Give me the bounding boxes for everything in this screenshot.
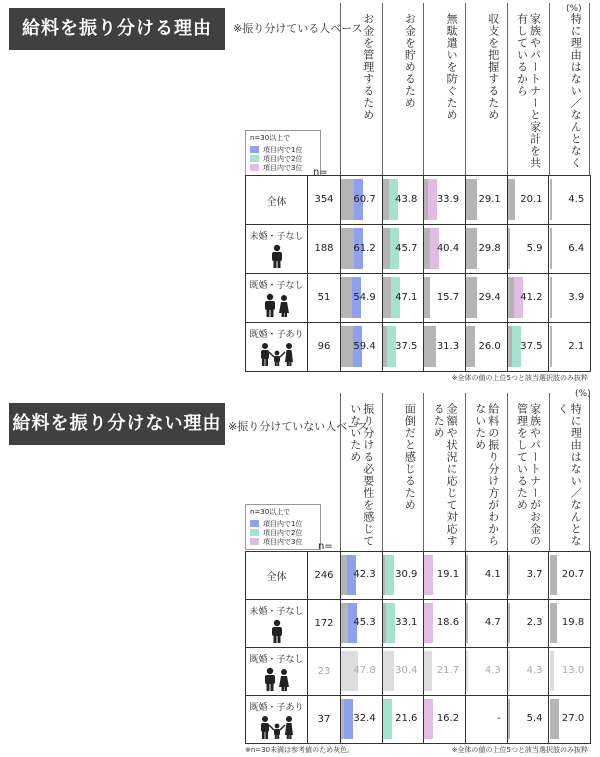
value-bar: [550, 603, 557, 643]
row-n: 37: [308, 696, 341, 744]
column-header-label: お金を貯めるため: [403, 13, 417, 109]
single-person-icon: [269, 619, 285, 643]
column-header-label: お金を管理するため: [361, 13, 375, 121]
row-label-cell: [246, 600, 308, 648]
column-header: [340, 393, 382, 551]
column-header: [423, 3, 465, 175]
value-cell: [508, 552, 550, 600]
value-label: 5.4: [526, 713, 543, 724]
value-label: 43.8: [395, 193, 418, 205]
value-cell: [550, 225, 592, 274]
value-cell: [424, 176, 466, 225]
value-bar: [550, 277, 552, 318]
column-header: [507, 393, 549, 551]
value-cell: [424, 600, 466, 648]
value-cell: [383, 176, 425, 225]
value-cell: [383, 323, 425, 372]
column-header-label: 金額や状況に応じて対応するため: [432, 403, 459, 547]
value-label: 5.9: [526, 242, 543, 254]
value-cell: [550, 648, 592, 696]
couple-icon: [262, 293, 292, 317]
value-label: 37.5: [395, 340, 418, 352]
value-cell: [424, 225, 466, 274]
value-cell: [341, 600, 383, 648]
value-cell: [550, 600, 592, 648]
value-cell: [550, 176, 592, 225]
row-n: 246: [308, 552, 341, 600]
value-label: -: [497, 713, 501, 724]
legend-label: 項目内で3位: [263, 537, 303, 546]
legend-swatch: [250, 538, 259, 545]
value-cell: [383, 274, 425, 323]
data-table: [245, 175, 591, 372]
value-label: 2.3: [526, 617, 543, 628]
rank-highlight: [424, 603, 433, 643]
value-label: 31.3: [436, 340, 460, 352]
value-label: 32.4: [353, 713, 376, 724]
value-label: 45.3: [353, 617, 376, 628]
family-icon: [259, 715, 295, 739]
value-cell: [383, 648, 425, 696]
value-bar: [424, 651, 432, 691]
data-table: [245, 551, 591, 744]
value-cell: [466, 323, 508, 372]
rank-highlight: [424, 555, 433, 595]
table-row: [246, 225, 591, 274]
column-header: [549, 3, 591, 175]
value-label: 16.2: [436, 713, 460, 724]
family-icon: [259, 342, 295, 366]
value-label: 15.7: [436, 291, 460, 303]
legend: [245, 130, 321, 176]
legend-swatch: [250, 146, 259, 153]
value-bar: [466, 179, 476, 220]
n-header: n=: [313, 167, 328, 178]
table-row: [246, 696, 591, 744]
value-bar: [466, 651, 468, 691]
value-cell: [466, 552, 508, 600]
rank-highlight: [428, 179, 437, 220]
percent-unit-label: (%): [575, 389, 591, 399]
value-label: 37.5: [520, 340, 543, 352]
value-bar: [550, 699, 560, 739]
value-cell: [341, 225, 383, 274]
column-header-label: 収支を把握するため: [486, 13, 500, 121]
value-cell: [341, 323, 383, 372]
value-label: 20.7: [561, 569, 585, 580]
column-header-label: 無駄遣いを防ぐため: [445, 13, 459, 121]
table-row: [246, 176, 591, 225]
legend-label: 項目内で2位: [263, 528, 303, 537]
value-bar: [550, 555, 557, 595]
n-header: n=: [318, 541, 333, 552]
row-n: 172: [308, 600, 341, 648]
value-label: 18.6: [436, 617, 460, 628]
rank-highlight: [383, 699, 392, 739]
legend-swatch: [250, 155, 259, 162]
value-bar: [466, 603, 468, 643]
value-cell: [466, 696, 508, 744]
legend-label: 項目内で1位: [263, 145, 303, 154]
column-header-label: 面倒だと感じるため: [403, 403, 417, 511]
single-person-icon: [269, 244, 285, 268]
row-n: 188: [308, 225, 341, 274]
footnote: ※全体の値の上位5つと該当選択肢のみ抜粋: [451, 374, 588, 382]
value-cell: [550, 552, 592, 600]
value-cell: [508, 696, 550, 744]
column-header: [549, 393, 591, 551]
table-row: [246, 552, 591, 600]
row-label: 既婚・子なし: [249, 655, 304, 665]
table-row: [246, 274, 591, 323]
value-bar: [508, 555, 510, 595]
value-cell: [424, 274, 466, 323]
section-title: 給料を振り分けない理由: [9, 403, 225, 445]
value-label: 4.5: [568, 193, 585, 205]
column-header-label: 特に理由はない／なんとなく: [556, 403, 583, 547]
base-note: ※振り分けていない人ベース: [228, 420, 369, 433]
column-header-label: 家族やパートナーと家計を共有しているから: [515, 13, 542, 169]
value-bar: [508, 651, 510, 691]
legend-item: [250, 537, 316, 546]
row-label: 未婚・子なし: [249, 232, 304, 242]
row-label-cell: [246, 323, 308, 372]
value-cell: [466, 274, 508, 323]
footnote: ※n=30未満は参考値のため灰色。: [245, 746, 355, 754]
value-cell: [466, 176, 508, 225]
value-cell: [508, 176, 550, 225]
value-cell: [383, 225, 425, 274]
value-label: 47.1: [395, 291, 418, 303]
value-label: 13.0: [561, 665, 585, 676]
value-label: 47.8: [353, 665, 376, 676]
value-cell: [341, 552, 383, 600]
row-label-cell: [246, 225, 308, 274]
rank-highlight: [424, 699, 433, 739]
value-label: 4.3: [484, 665, 501, 676]
value-label: 30.9: [395, 569, 418, 580]
value-label: 4.1: [484, 569, 501, 580]
value-label: 60.7: [353, 193, 376, 205]
column-header-label: 振り分ける必要性を感じていないため: [348, 403, 375, 547]
value-label: 21.6: [395, 713, 418, 724]
couple-icon: [262, 667, 292, 691]
value-cell: [508, 648, 550, 696]
value-cell: [466, 600, 508, 648]
row-n: 354: [308, 176, 341, 225]
value-bar: [383, 651, 394, 691]
value-cell: [550, 274, 592, 323]
footnote: ※全体の値の上位5つと該当選択肢のみ抜粋: [451, 746, 588, 754]
value-label: 61.2: [353, 242, 376, 254]
value-cell: [341, 648, 383, 696]
row-label-cell: [246, 552, 308, 600]
value-label: 19.1: [436, 569, 460, 580]
value-cell: [424, 323, 466, 372]
value-cell: [466, 648, 508, 696]
column-header: [507, 3, 549, 175]
value-bar: [550, 651, 555, 691]
value-bar: [550, 179, 552, 220]
value-cell: [508, 600, 550, 648]
value-label: 33.1: [395, 617, 418, 628]
rank-highlight: [386, 603, 395, 643]
value-label: 19.8: [561, 617, 585, 628]
table-row: [246, 323, 591, 372]
legend: [245, 504, 321, 550]
value-bar: [466, 326, 475, 367]
value-label: 29.1: [478, 193, 501, 205]
value-cell: [341, 176, 383, 225]
value-label: 42.3: [353, 569, 376, 580]
row-label: 既婚・子なし: [249, 281, 304, 291]
row-n: 23: [308, 648, 341, 696]
percent-unit-label: (%): [566, 4, 582, 14]
legend-swatch: [250, 164, 259, 171]
row-label: 既婚・子あり: [249, 703, 304, 713]
value-bar: [424, 277, 430, 318]
value-bar: [466, 228, 477, 269]
row-label-cell: [246, 176, 308, 225]
value-label: 26.0: [478, 340, 501, 352]
value-cell: [508, 323, 550, 372]
value-cell: [424, 696, 466, 744]
row-n: 96: [308, 323, 341, 372]
value-label: 2.1: [568, 340, 585, 352]
row-label-cell: [246, 648, 308, 696]
value-bar: [508, 179, 515, 220]
value-label: 27.0: [561, 713, 585, 724]
rank-highlight: [344, 699, 353, 739]
value-bar: [508, 228, 510, 269]
table-row: [246, 648, 591, 696]
value-label: 3.9: [568, 291, 585, 303]
value-bar: [508, 603, 510, 643]
value-bar: [550, 228, 552, 269]
row-label: 全体: [266, 196, 287, 208]
value-cell: [341, 274, 383, 323]
value-label: 21.7: [436, 665, 460, 676]
value-bar: [466, 555, 468, 595]
row-n: 51: [308, 274, 341, 323]
column-header-label: 家族やパートナーがお金の管理をしているため: [515, 403, 542, 547]
value-label: 20.1: [520, 193, 543, 205]
row-label-cell: [246, 274, 308, 323]
value-label: 40.4: [436, 242, 460, 254]
value-cell: [550, 323, 592, 372]
value-label: 33.9: [436, 193, 460, 205]
value-cell: [383, 600, 425, 648]
section-title: 給料を振り分ける理由: [9, 8, 225, 50]
table-row: [246, 600, 591, 648]
column-header-label: 給料の振り分け方がわからないため: [473, 403, 500, 547]
column-header: [465, 3, 507, 175]
legend-item: [250, 163, 316, 172]
legend-swatch: [250, 520, 259, 527]
value-cell: [550, 696, 592, 744]
legend-swatch: [250, 529, 259, 536]
value-label: 59.4: [353, 340, 376, 352]
value-label: 54.9: [353, 291, 376, 303]
legend-label: 項目内で1位: [263, 519, 303, 528]
value-label: 6.4: [568, 242, 585, 254]
column-header: [382, 393, 424, 551]
base-note: ※振り分けている人ベース: [233, 22, 363, 35]
legend-title: n=30以上で: [250, 508, 291, 516]
value-label: 30.4: [395, 665, 418, 676]
value-bar: [550, 326, 552, 367]
value-cell: [341, 696, 383, 744]
value-cell: [508, 274, 550, 323]
legend-title: n=30以上で: [250, 134, 291, 142]
column-header: [382, 3, 424, 175]
row-label: 未婚・子なし: [249, 607, 304, 617]
row-label-cell: [246, 696, 308, 744]
value-bar: [508, 699, 510, 739]
row-label: 既婚・子あり: [249, 330, 304, 340]
value-label: 29.8: [478, 242, 501, 254]
value-label: 4.3: [526, 665, 543, 676]
value-cell: [383, 552, 425, 600]
value-bar: [466, 277, 477, 318]
value-cell: [466, 225, 508, 274]
value-cell: [383, 696, 425, 744]
column-header: [423, 393, 465, 551]
value-label: 41.2: [520, 291, 543, 303]
value-label: 3.7: [526, 569, 543, 580]
column-header: [465, 393, 507, 551]
rank-highlight: [385, 555, 394, 595]
column-header: [340, 3, 382, 175]
value-label: 4.7: [484, 617, 501, 628]
value-cell: [508, 225, 550, 274]
value-label: 29.4: [478, 291, 501, 303]
row-label: 全体: [266, 572, 287, 583]
value-label: 45.7: [395, 242, 418, 254]
value-cell: [424, 648, 466, 696]
column-header-label: 特に理由はない／なんとなく: [569, 13, 583, 169]
value-bar: [424, 326, 435, 367]
legend-label: 項目内で2位: [263, 154, 303, 163]
legend-label: 項目内で3位: [263, 163, 303, 172]
value-cell: [424, 552, 466, 600]
